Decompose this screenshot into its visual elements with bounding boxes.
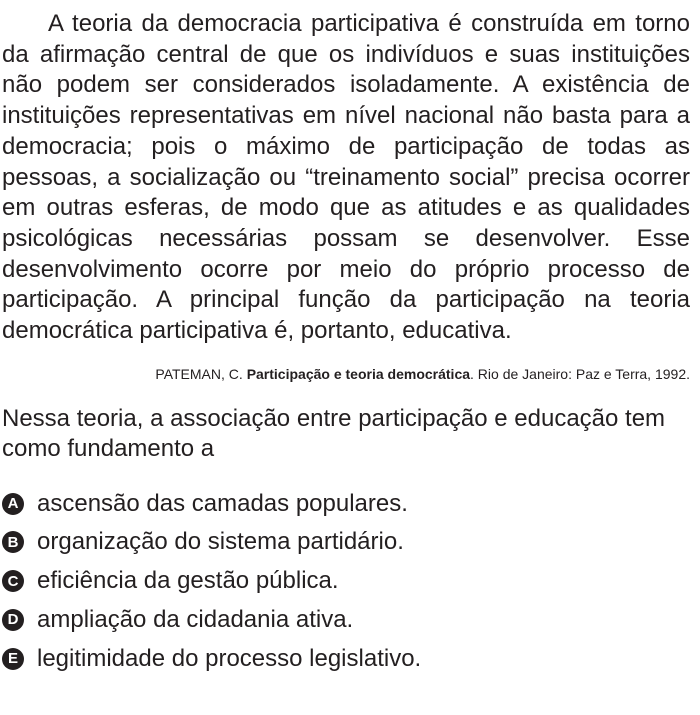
- option-e[interactable]: [2, 639, 690, 678]
- citation-publication: . Rio de Janeiro: Paz e Terra, 1992.: [470, 365, 690, 382]
- citation-title: Participação e teoria democrática: [246, 365, 471, 382]
- question-stem: Nessa teoria, a associação entre participação e educação tem como fundamento a: [2, 404, 666, 463]
- option-d-letter-badge: D: [2, 609, 24, 631]
- option-b[interactable]: [2, 523, 690, 562]
- citation: [2, 365, 690, 383]
- option-a-letter-badge: A: [2, 493, 24, 515]
- option-a-text: ascensão das camadas populares.: [37, 489, 408, 517]
- option-d-text: ampliação da cidadania ativa.: [37, 605, 354, 633]
- option-c-text: eficiência da gestão pública.: [37, 567, 339, 595]
- option-b-letter-badge: B: [2, 531, 24, 553]
- option-c[interactable]: [2, 562, 690, 601]
- option-e-letter-badge: E: [2, 648, 24, 670]
- citation-author: PATEMAN, C.: [155, 365, 243, 382]
- option-a[interactable]: [2, 484, 690, 523]
- option-d[interactable]: [2, 601, 690, 640]
- option-c-letter-badge: C: [2, 570, 24, 592]
- option-e-text: legitimidade do processo legislativo.: [37, 644, 422, 672]
- answer-options: [2, 484, 690, 678]
- option-b-text: organização do sistema partidário.: [37, 528, 404, 556]
- passage-text: A teoria da democracia participativa é construída em torno da afirmação central de que os indivíduos e suas instituições não podem ser considerados isoladamente. A existência de instituições representativas em nível nacional não basta para a democracia; pois o máximo de participação de todas as pessoas, a socialização ou “treinamento social” precisa ocorrer em outras esferas, de modo que as atitudes e as qualidades psicológicas necessárias possam se desenvolver. Esse desenvolvimento ocorre por meio do próprio processo de participação. A principal função da participação na teoria democrática participativa é, portanto, educativa.: [2, 10, 690, 345]
